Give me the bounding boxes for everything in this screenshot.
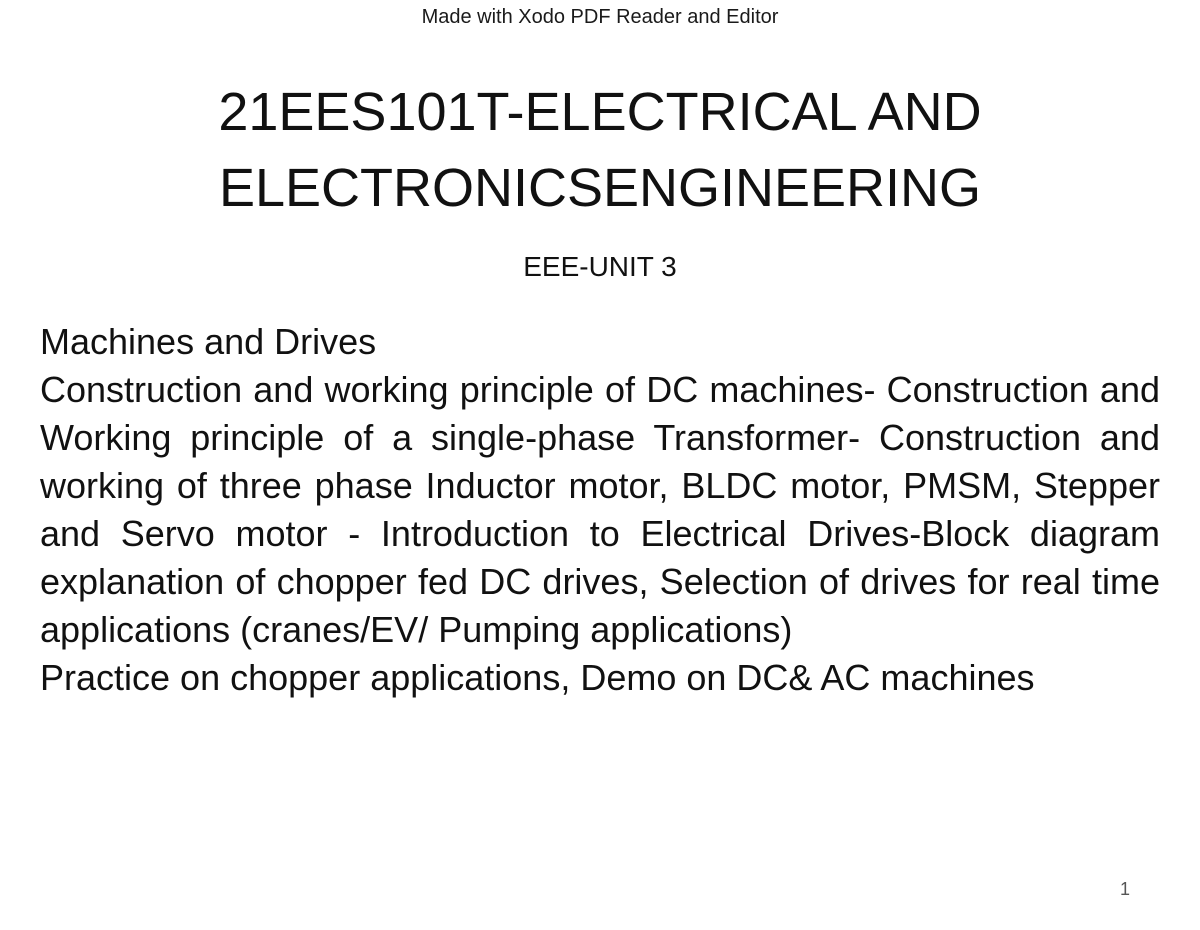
document-title — [0, 74, 1200, 226]
page-number: 1 — [1119, 879, 1130, 899]
syllabus-content — [40, 318, 1160, 702]
section-practice: Practice on chopper applications, Demo on DC& AC machines — [40, 657, 1035, 698]
section-body: Construction and working principle of DC machines- Construction and Working principle of a single-phase Transformer- Construction and working of three phase Inductor motor, BLDC motor, PMSM, Stepper and Servo motor - Introduction to Electrical Drives-Block diagram explanation of chopper fed DC drives, Selection of drives for real time applications (cranes/EV/ Pumping applications) — [40, 369, 1160, 650]
title-line-1: 21EES101T-ELECTRICAL AND — [218, 82, 982, 142]
watermark-text: Made with Xodo PDF Reader and Editor — [421, 6, 779, 28]
unit-subtitle: EEE-UNIT 3 — [523, 251, 677, 282]
title-line-2: ELECTRONICSENGINEERING — [218, 158, 982, 218]
section-heading: Machines and Drives — [40, 321, 377, 362]
